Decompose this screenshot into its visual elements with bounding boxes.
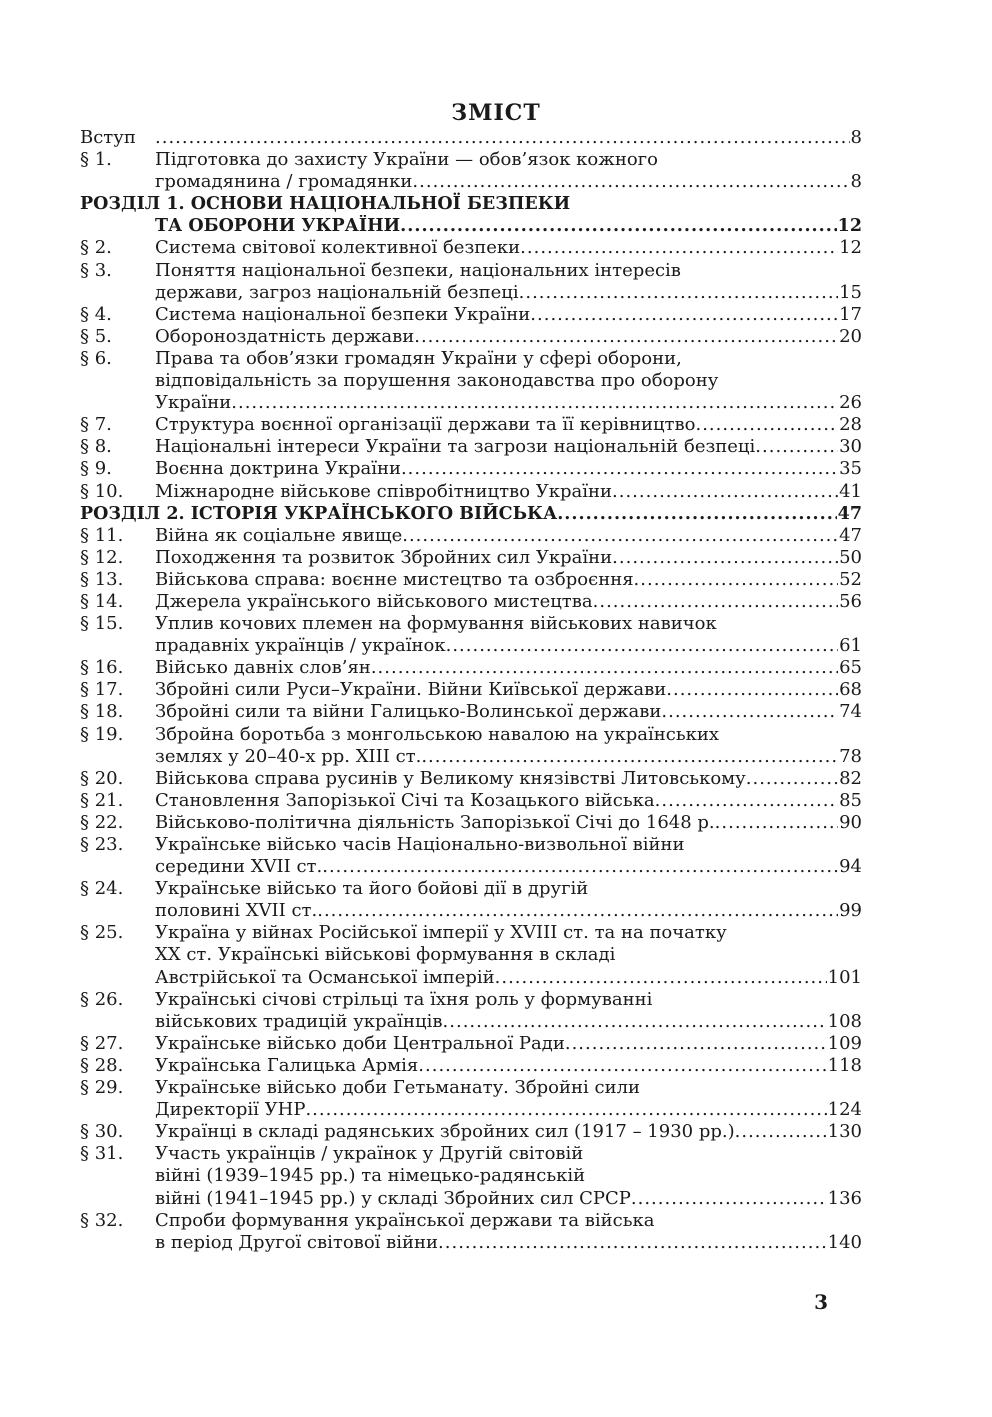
entry-title-text: Військово-політична діяльність Запорізької Січі до 1648 р.	[155, 811, 715, 833]
entry-page-number: 90	[839, 811, 862, 833]
section-title-text: ТА ОБОРОНИ УКРАЇНИ	[155, 216, 401, 237]
entry-body	[155, 481, 862, 503]
section-heading-line	[80, 215, 862, 237]
paragraph-number: § 5.	[80, 325, 112, 347]
dot-leader	[414, 326, 838, 348]
paragraph-number: § 29.	[80, 1077, 124, 1099]
dot-leader	[402, 525, 838, 547]
entry-body	[155, 1033, 862, 1055]
entry-page-number: 109	[827, 1032, 862, 1054]
entry-line	[155, 525, 862, 547]
dot-leader	[231, 392, 838, 414]
entry-page-number: 85	[839, 789, 862, 811]
entry-line	[155, 458, 862, 480]
entry-line	[155, 1121, 862, 1143]
dot-leader	[155, 127, 850, 149]
entry-page-number: 35	[839, 458, 862, 480]
dot-leader	[443, 1011, 827, 1033]
entry-body	[155, 348, 862, 414]
entry-line	[155, 127, 862, 149]
entry-line	[155, 746, 862, 768]
entry-line	[155, 856, 862, 878]
entry-page-number: 82	[839, 767, 862, 789]
entry-title-text: Війна як соціальне явище	[155, 524, 403, 546]
entry-body	[155, 237, 862, 259]
entry-line	[155, 657, 862, 679]
dot-leader	[612, 481, 838, 503]
entry-page-number: 140	[827, 1231, 862, 1253]
entry-title-text: Воєнна доктрина України	[155, 458, 401, 480]
paragraph-number: § 8.	[80, 436, 112, 458]
entry-body	[155, 414, 862, 436]
toc-entry	[80, 1121, 862, 1143]
toc-entry	[80, 348, 862, 414]
paragraph-number: § 19.	[80, 723, 124, 745]
paragraph-number: § 17.	[80, 679, 124, 701]
entry-body	[155, 701, 862, 723]
entry-line	[155, 547, 862, 569]
entry-page-number: 136	[827, 1187, 862, 1209]
entry-page-number: 28	[839, 414, 862, 436]
entry-body	[155, 922, 862, 988]
entry-line	[155, 282, 862, 304]
entry-body	[155, 1077, 862, 1121]
entry-page-number: 61	[839, 635, 862, 657]
entry-title-text: Українці в складі радянських збройних сил (1917 – 1930 рр.)	[155, 1121, 735, 1143]
entry-body	[155, 613, 862, 657]
entry-title-text: Військо давніх слов’ян	[155, 657, 371, 679]
entry-title-text: держави, загроз національній безпеці	[155, 281, 519, 303]
entry-title-text: військових традицій українців	[155, 1010, 443, 1032]
toc-entry	[80, 1055, 862, 1077]
entry-line	[155, 1188, 862, 1210]
entry-line	[155, 679, 862, 701]
entry-line	[155, 967, 862, 989]
paragraph-number: § 24.	[80, 878, 124, 900]
toc-entry	[80, 149, 862, 193]
entry-line	[155, 1232, 862, 1254]
entry-title-text: України	[155, 392, 232, 414]
entry-title-text: Національні інтереси України та загрози національній безпеці	[155, 436, 756, 458]
entry-title-text: Джерела українського військового мистецтва	[155, 590, 593, 612]
section-heading-line	[80, 503, 862, 525]
dot-leader	[322, 856, 838, 878]
dot-leader	[438, 1232, 827, 1254]
paragraph-number: § 14.	[80, 590, 124, 612]
entry-page-number: 108	[827, 1010, 862, 1032]
paragraph-number: § 13.	[80, 568, 124, 590]
dot-leader	[695, 414, 838, 436]
entry-body	[155, 1143, 862, 1209]
toc-entry	[80, 1033, 862, 1055]
paragraph-number: § 20.	[80, 767, 124, 789]
entry-line	[155, 591, 862, 613]
dot-leader	[715, 812, 838, 834]
dot-leader	[305, 1099, 826, 1121]
entry-title-text: Директорії УНР	[155, 1099, 306, 1121]
entry-body	[155, 127, 862, 149]
entry-page-number: 99	[839, 900, 862, 922]
entry-body	[155, 790, 862, 812]
entry-line	[155, 326, 862, 348]
toc-entry	[80, 304, 862, 326]
entry-body	[155, 812, 862, 834]
entry-line: Українські січові стрільці та їхня роль у формуванні	[155, 988, 653, 1010]
entry-title-text: Походження та розвиток Збройних сил України	[155, 546, 613, 568]
dot-leader	[446, 635, 839, 657]
entry-page-number: 68	[839, 679, 862, 701]
entry-line: Українське військо доби Гетьманату. Збройні сили	[155, 1077, 640, 1099]
entry-page-number: 8	[850, 127, 862, 148]
entry-body	[155, 525, 862, 547]
dot-leader	[519, 282, 838, 304]
toc-entry	[80, 481, 862, 503]
paragraph-number: § 12.	[80, 546, 124, 568]
toc-entry	[80, 657, 862, 679]
dot-leader	[401, 458, 838, 480]
toc-entry	[80, 326, 862, 348]
entry-title-text: громадянина / громадянки	[155, 171, 413, 193]
entry-title-text: Становлення Запорізької Січі та Козацького війська	[155, 789, 655, 811]
entry-title-text: Українське військо доби Центральної Ради	[155, 1032, 565, 1054]
entry-page-number: 101	[827, 966, 862, 988]
entry-title-text: половині XVII ст.	[155, 900, 318, 922]
entry-page-number: 30	[839, 436, 862, 458]
dot-leader	[612, 547, 838, 569]
entry-line	[155, 1099, 862, 1121]
entry-title-text: землях у 20–40-х рр. XIII ст.	[155, 745, 422, 767]
entry-line: Права та обов’язки громадян України у сфері оборони,	[155, 347, 682, 369]
entry-page-number: 130	[827, 1121, 862, 1143]
paragraph-number: § 16.	[80, 657, 124, 679]
entry-title-text: війні (1941–1945 рр.) у складі Збройних сил СРСР	[155, 1187, 631, 1209]
toc-entry	[80, 922, 862, 988]
paragraph-number: § 3.	[80, 259, 112, 281]
paragraph-number: Вступ	[80, 127, 136, 148]
entry-title-text: Збройні сили та війни Галицько-Волинської держави	[155, 701, 662, 723]
paragraph-number: § 21.	[80, 789, 124, 811]
entry-line	[155, 569, 862, 591]
section-heading-line: РОЗДІЛ 1. ОСНОВИ НАЦІОНАЛЬНОЇ БЕЗПЕКИ	[80, 194, 571, 215]
toc-entry	[80, 127, 862, 149]
entry-body	[155, 591, 862, 613]
entry-body	[155, 326, 862, 348]
entry-body	[155, 1055, 862, 1077]
paragraph-number: § 30.	[80, 1121, 124, 1143]
entry-title-text: Військова справа: воєнне мистецтво та озброєння	[155, 568, 634, 590]
entry-body	[155, 304, 862, 326]
entry-line	[155, 790, 862, 812]
table-of-contents	[80, 127, 862, 1254]
entry-line: Поняття національної безпеки, національних інтересів	[155, 259, 681, 281]
dot-leader	[655, 790, 838, 812]
entry-page-number: 52	[839, 568, 862, 590]
entry-page-number: 56	[839, 590, 862, 612]
entry-line: Українське військо та його бойові дії в другій	[155, 878, 589, 900]
entry-page-number: 47	[839, 524, 862, 546]
paragraph-number: § 18.	[80, 701, 124, 723]
entry-title-text: Українська Галицька Армія	[155, 1054, 419, 1076]
entry-title-text: Структура воєнної організації держави та її керівництво	[155, 414, 696, 436]
entry-body	[155, 149, 862, 193]
dot-leader	[421, 746, 838, 768]
page-title: ЗМІСТ	[451, 100, 541, 126]
entry-page-number: 41	[839, 480, 862, 502]
entry-page-number: 12	[839, 237, 862, 259]
entry-line	[155, 1055, 862, 1077]
entry-line	[155, 1033, 862, 1055]
paragraph-number: § 4.	[80, 303, 112, 325]
entry-page-number: 124	[827, 1099, 862, 1121]
toc-entry	[80, 878, 862, 922]
entry-line: війні (1939–1945 рр.) та німецько-радянській	[155, 1165, 586, 1187]
paragraph-number: § 15.	[80, 613, 124, 635]
entry-page-number: 17	[839, 303, 862, 325]
dot-leader	[412, 171, 849, 193]
entry-line	[155, 635, 862, 657]
entry-line	[155, 436, 862, 458]
entry-line: XX ст. Українські військові формування в складі	[155, 944, 616, 966]
toc-entry	[80, 701, 862, 723]
entry-page-number: 15	[839, 281, 862, 303]
entry-line	[155, 392, 862, 414]
dot-leader	[755, 436, 838, 458]
entry-body	[155, 679, 862, 701]
entry-line: Українське військо часів Національно-визвольної війни	[155, 834, 685, 855]
entry-line	[155, 1011, 862, 1033]
entry-body	[155, 1121, 862, 1143]
entry-title-text: Військова справа русинів у Великому князівстві Литовському	[155, 767, 746, 789]
entry-title-text: Збройні сили Руси–України. Війни Київської держави	[155, 679, 667, 701]
entry-body	[155, 834, 862, 878]
paragraph-number: § 23.	[80, 834, 124, 855]
entry-title-text: Система національної безпеки України	[155, 303, 531, 325]
dot-leader	[631, 1188, 827, 1210]
entry-body	[155, 547, 862, 569]
entry-title-text: в період Другої світової війни	[155, 1231, 439, 1253]
entry-page-number: 118	[827, 1054, 862, 1076]
entry-line: Збройна боротьба з монгольською навалою на українських	[155, 723, 720, 745]
toc-entry	[80, 768, 862, 790]
dot-leader	[593, 591, 838, 613]
entry-line: Участь українців / українок у Другій світовій	[155, 1143, 584, 1165]
paragraph-number: § 32.	[80, 1209, 124, 1231]
toc-entry	[80, 547, 862, 569]
entry-line	[155, 701, 862, 723]
entry-page-number: 26	[839, 392, 862, 414]
entry-page-number: 65	[839, 657, 862, 679]
entry-body	[155, 260, 862, 304]
toc-entry	[80, 812, 862, 834]
section-page-number: 12	[837, 216, 862, 237]
entry-line	[155, 812, 862, 834]
toc-entry	[80, 569, 862, 591]
toc-entry	[80, 414, 862, 436]
dot-leader	[400, 215, 836, 237]
entry-line	[155, 304, 862, 326]
dot-leader	[661, 701, 838, 723]
dot-leader	[418, 1055, 826, 1077]
paragraph-number: § 31.	[80, 1143, 124, 1165]
entry-line	[155, 171, 862, 193]
entry-page-number: 20	[839, 325, 862, 347]
entry-body	[155, 878, 862, 922]
entry-line	[155, 900, 862, 922]
toc-entry	[80, 613, 862, 657]
dot-leader	[530, 304, 838, 326]
section-heading	[80, 193, 862, 237]
entry-page-number: 74	[839, 701, 862, 723]
toc-entry	[80, 525, 862, 547]
dot-leader	[520, 237, 838, 259]
entry-title-text: Міжнародне військове співробітництво України	[155, 480, 613, 502]
toc-entry	[80, 679, 862, 701]
dot-leader	[317, 900, 838, 922]
entry-line: Україна у війнах Російської імперії у XVIII ст. та на початку	[155, 922, 727, 944]
dot-leader	[557, 503, 836, 525]
dot-leader	[495, 967, 827, 989]
entry-body	[155, 724, 862, 768]
entry-body	[155, 458, 862, 480]
entry-title-text: середини XVII ст.	[155, 856, 323, 878]
entry-body	[155, 436, 862, 458]
entry-line	[155, 768, 862, 790]
entry-page-number: 8	[850, 171, 862, 193]
toc-entry	[80, 1143, 862, 1209]
entry-body	[155, 989, 862, 1033]
toc-entry	[80, 591, 862, 613]
paragraph-number: § 6.	[80, 347, 112, 369]
dot-leader	[666, 679, 838, 701]
paragraph-number: § 10.	[80, 480, 124, 502]
entry-line: відповідальність за порушення законодавства про оборону	[155, 370, 719, 392]
toc-entry	[80, 1210, 862, 1254]
toc-entry	[80, 1077, 862, 1121]
entry-page-number: 50	[839, 546, 862, 568]
entry-title-text: Обороноздатність держави	[155, 325, 415, 347]
page-number: 3	[814, 1290, 828, 1314]
dot-leader	[746, 768, 838, 790]
paragraph-number: § 28.	[80, 1054, 124, 1076]
paragraph-number: § 25.	[80, 922, 124, 944]
section-title-text: РОЗДІЛ 2. ІСТОРІЯ УКРАЇНСЬКОГО ВІЙСЬКА	[80, 503, 558, 524]
toc-entry	[80, 436, 862, 458]
dot-leader	[634, 569, 839, 591]
paragraph-number: § 1.	[80, 149, 112, 171]
entry-line	[155, 481, 862, 503]
entry-body	[155, 768, 862, 790]
toc-entry	[80, 458, 862, 480]
toc-entry	[80, 237, 862, 259]
paragraph-number: § 9.	[80, 458, 112, 480]
entry-body	[155, 1210, 862, 1254]
toc-entry	[80, 724, 862, 768]
entry-line: Спроби формування української держави та війська	[155, 1209, 655, 1231]
entry-page-number: 94	[839, 856, 862, 878]
entry-line: Уплив кочових племен на формування військових навичок	[155, 613, 717, 635]
paragraph-number: § 11.	[80, 524, 124, 546]
entry-body	[155, 657, 862, 679]
entry-line	[155, 237, 862, 259]
toc-entry	[80, 790, 862, 812]
entry-line	[155, 414, 862, 436]
paragraph-number: § 7.	[80, 414, 112, 436]
section-heading	[80, 503, 862, 525]
toc-entry	[80, 260, 862, 304]
entry-line: Підготовка до захисту України — обов’язок кожного	[155, 149, 658, 171]
toc-entry	[80, 834, 862, 878]
entry-title-text: прадавніх українців / українок	[155, 635, 446, 657]
toc-entry	[80, 989, 862, 1033]
entry-title-text: Австрійської та Османської імперій	[155, 966, 495, 988]
entry-body	[155, 569, 862, 591]
dot-leader	[735, 1121, 827, 1143]
dot-leader	[371, 657, 838, 679]
dot-leader	[565, 1033, 827, 1055]
entry-title-text: Система світової колективної безпеки	[155, 237, 521, 259]
paragraph-number: § 26.	[80, 988, 124, 1010]
paragraph-number: § 2.	[80, 237, 112, 259]
paragraph-number: § 22.	[80, 811, 124, 833]
section-page-number: 47	[837, 503, 862, 524]
paragraph-number: § 27.	[80, 1032, 124, 1054]
entry-page-number: 78	[839, 745, 862, 767]
